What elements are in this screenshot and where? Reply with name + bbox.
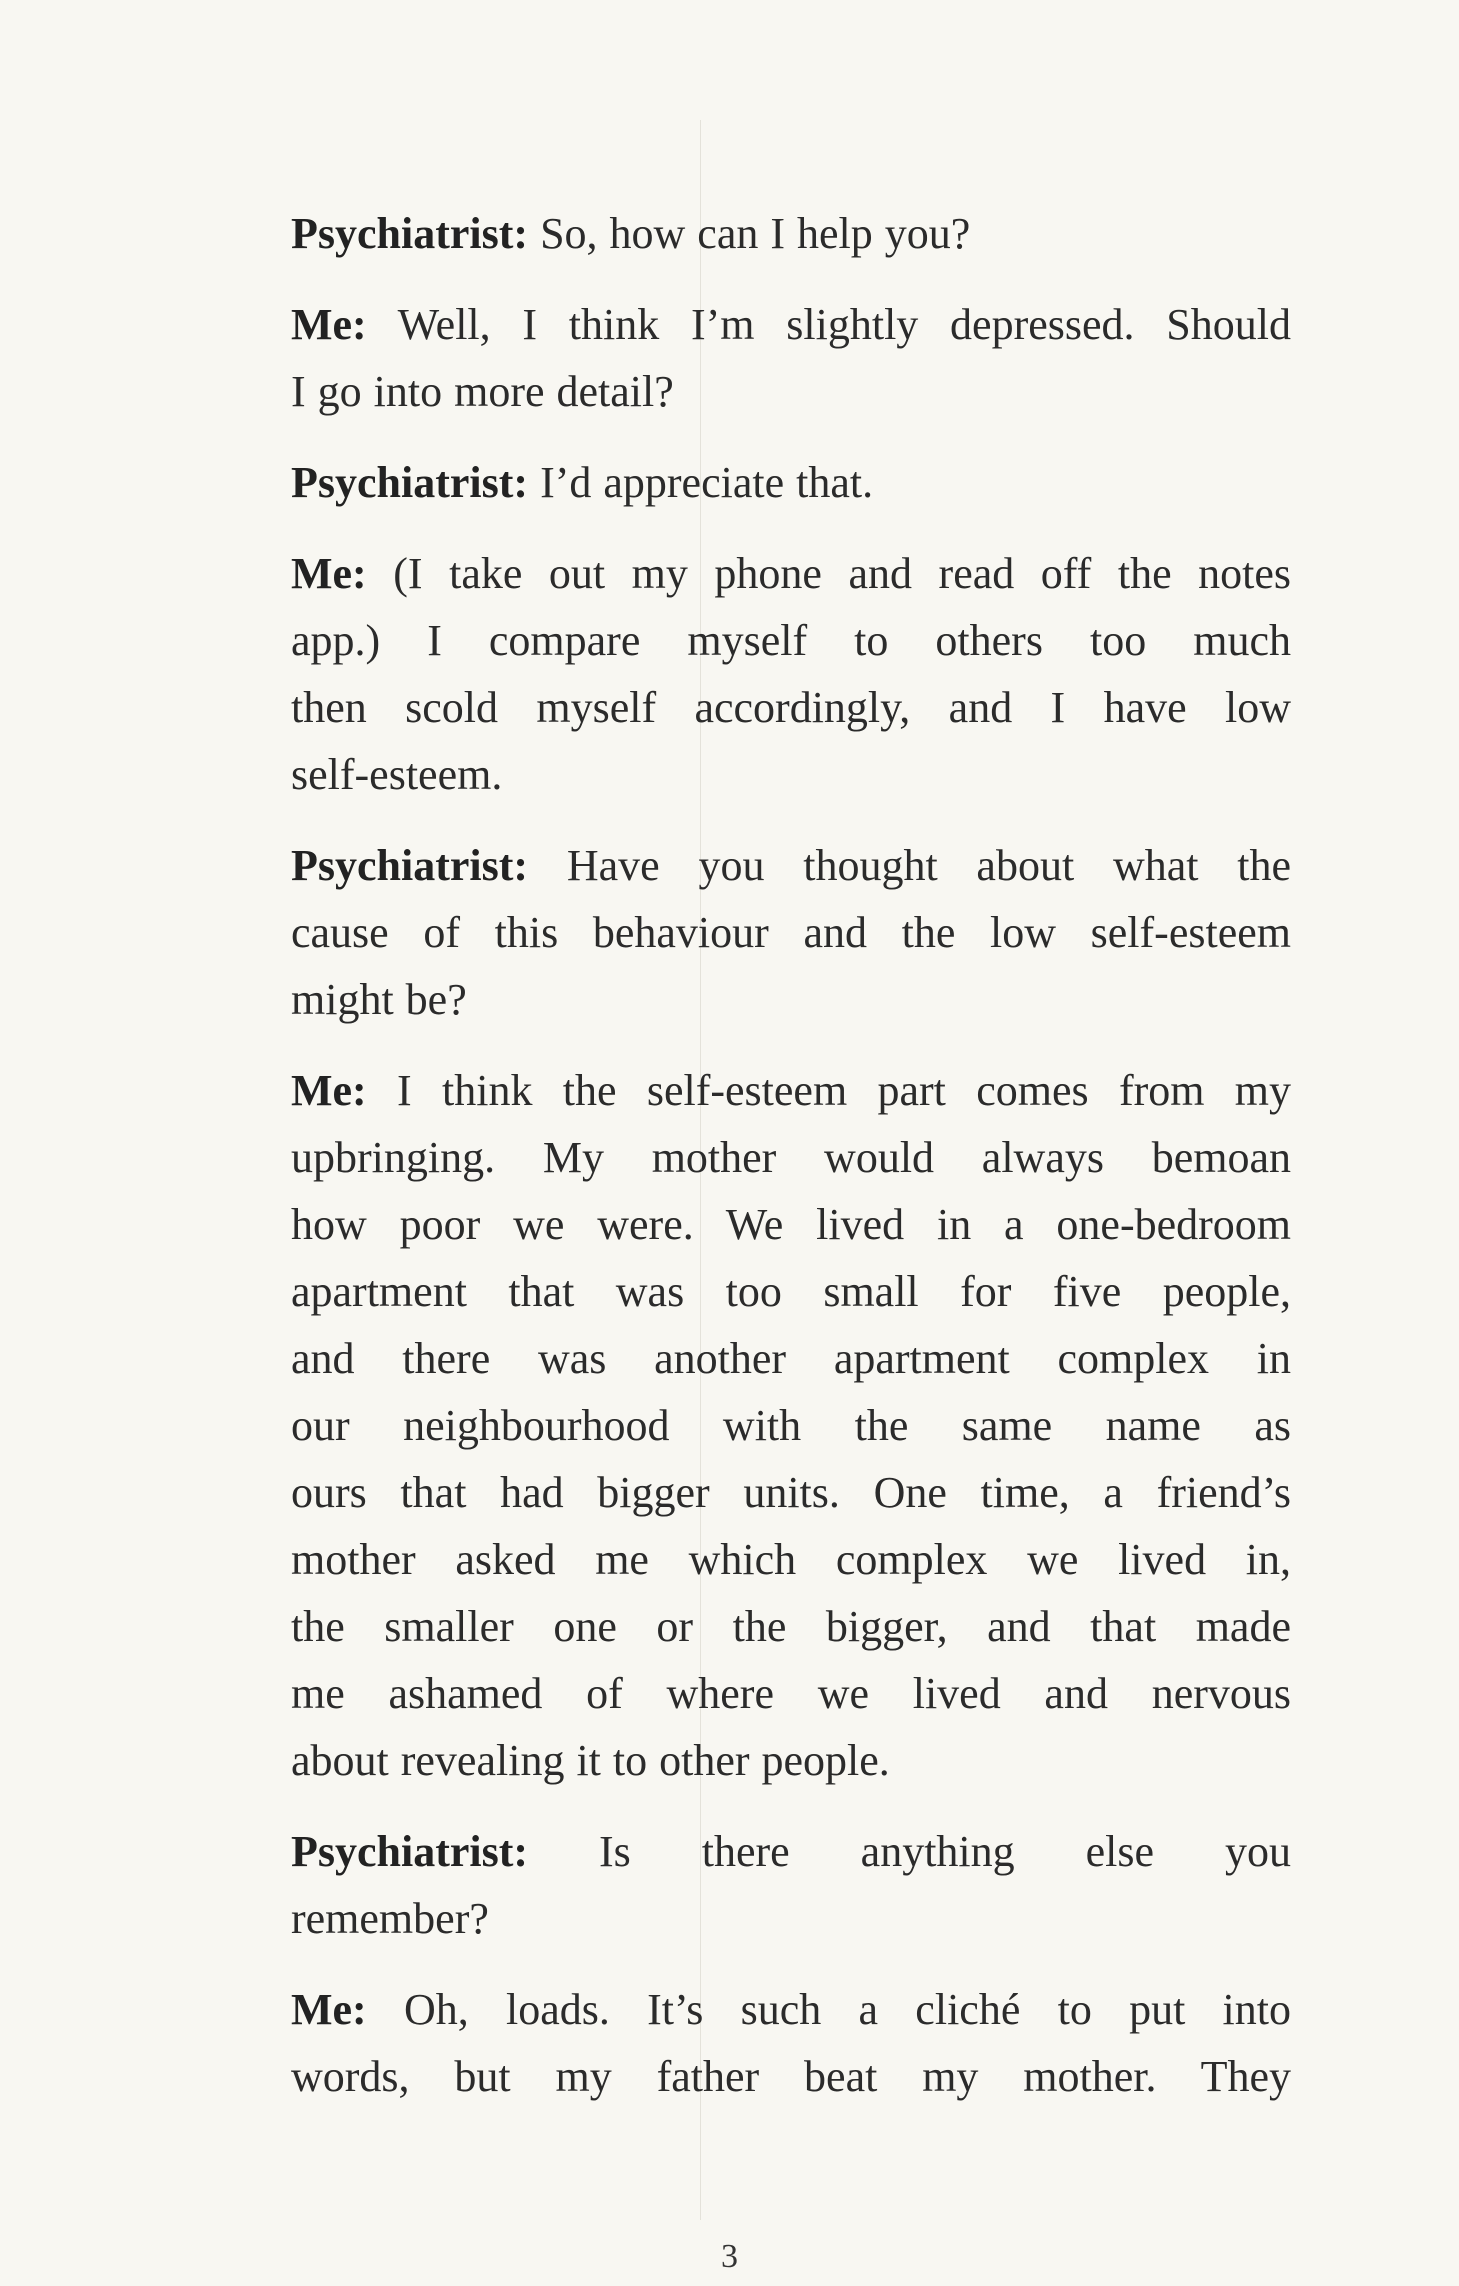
dialogue-line-text: Oh, loads. It’s such a cliché to put into (403, 1985, 1292, 2034)
dialogue-line: remember? (291, 1894, 489, 1943)
dialogue-line: how poor we were. We lived in a one-bedroom (291, 1200, 1291, 1249)
dialogue-line: might be? (291, 975, 467, 1024)
dialogue-line: and there was another apartment complex in (291, 1334, 1291, 1383)
dialogue-line: I go into more detail? (291, 367, 674, 416)
speaker-label: Psychiatrist: (291, 458, 529, 507)
dialogue-entry (291, 1976, 1291, 2110)
dialogue-entry (291, 1818, 1291, 1952)
dialogue-line (291, 1057, 1292, 1124)
dialogue-line (291, 291, 1291, 358)
dialogue-entry (291, 200, 1291, 267)
dialogue-line: about revealing it to other people. (291, 1736, 890, 1785)
dialogue-entry (291, 449, 1291, 516)
speaker-label: Me: (291, 1066, 367, 1115)
dialogue-line: app.) I compare myself to others too much (291, 616, 1291, 665)
dialogue-line: mother asked me which complex we lived in, (291, 1535, 1291, 1584)
speaker-label: Psychiatrist: (291, 209, 529, 258)
dialogue-entry (291, 1057, 1291, 1794)
dialogue-line: then scold myself accordingly, and I have low (291, 683, 1291, 732)
dialogue-entry (291, 540, 1291, 808)
dialogue-line: apartment that was too small for five people, (291, 1267, 1291, 1316)
dialogue-entry (291, 832, 1291, 1033)
dialogue-line: me ashamed of where we lived and nervous (291, 1669, 1291, 1718)
dialogue-line (291, 832, 1292, 899)
dialogue-line: words, but my father beat my mother. They (291, 2052, 1291, 2101)
dialogue-line-text: Is there anything else you (599, 1827, 1291, 1876)
dialogue-line: cause of this behaviour and the low self-esteem (291, 908, 1291, 957)
dialogue-line: our neighbourhood with the same name as (291, 1401, 1291, 1450)
dialogue-text (291, 200, 1291, 2134)
dialogue-line (291, 1976, 1292, 2043)
speaker-label: Psychiatrist: (291, 841, 529, 890)
dialogue-line: upbringing. My mother would always bemoan (291, 1133, 1291, 1182)
dialogue-entry (291, 291, 1291, 425)
page-number: 3 (721, 2238, 738, 2275)
speaker-label: Me: (291, 300, 367, 349)
dialogue-line: the smaller one or the bigger, and that made (291, 1602, 1291, 1651)
dialogue-line-text: I think the self-esteem part comes from my (397, 1066, 1292, 1115)
dialogue-line: I’d appreciate that. (540, 458, 874, 507)
dialogue-line-text: Well, I think I’m slightly depressed. Should (397, 300, 1291, 349)
dialogue-line: So, how can I help you? (540, 209, 971, 258)
dialogue-line (291, 540, 1292, 607)
dialogue-line-text: (I take out my phone and read off the notes (393, 549, 1292, 598)
dialogue-line: ours that had bigger units. One time, a friend’s (291, 1468, 1291, 1517)
speaker-label: Psychiatrist: (291, 1827, 529, 1876)
speaker-label: Me: (291, 1985, 367, 2034)
dialogue-line-text: Have you thought about what the (566, 841, 1292, 890)
speaker-label: Me: (291, 549, 367, 598)
dialogue-line (291, 1818, 1291, 1885)
dialogue-line: self-esteem. (291, 750, 503, 799)
